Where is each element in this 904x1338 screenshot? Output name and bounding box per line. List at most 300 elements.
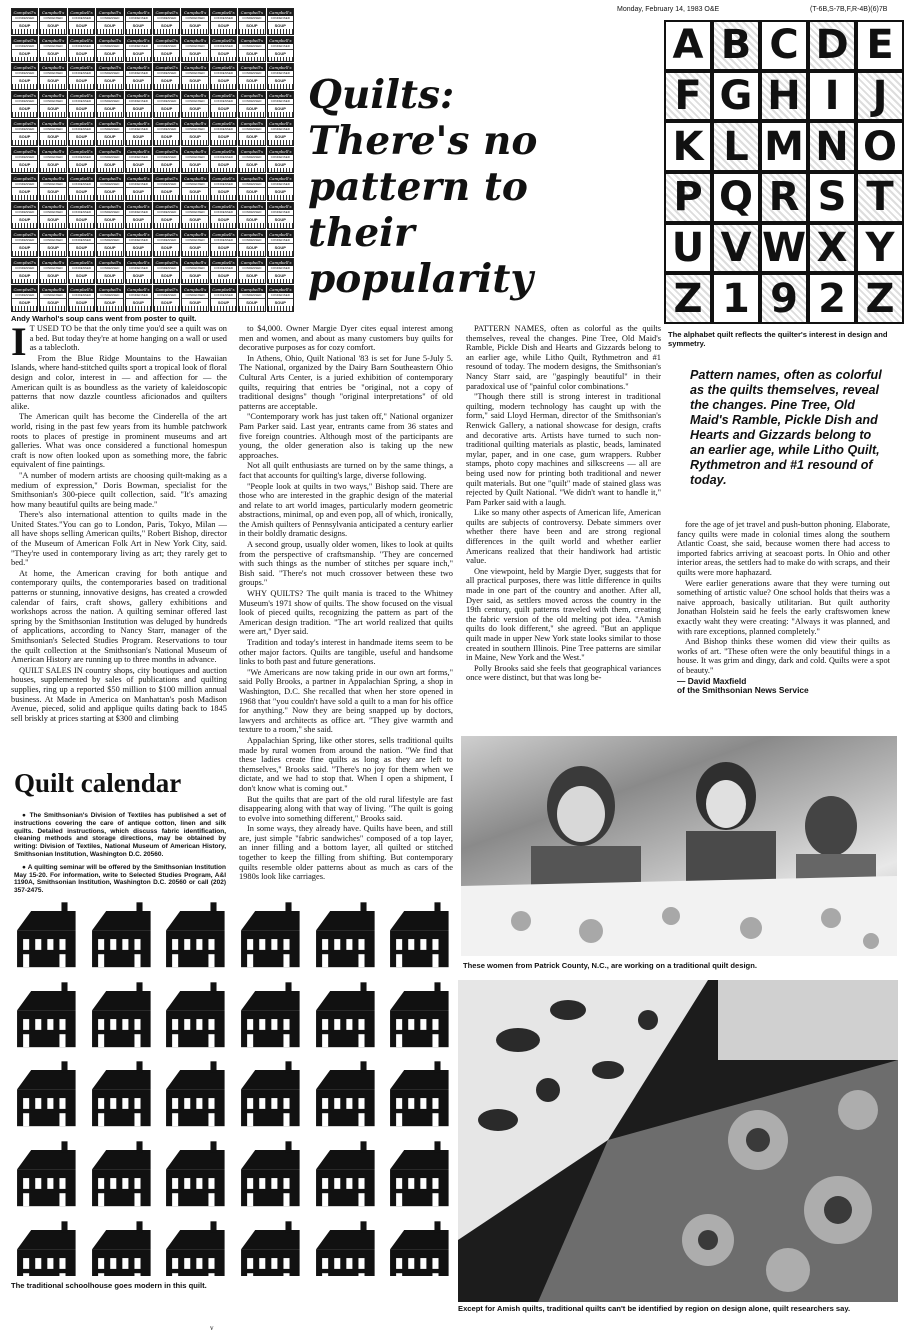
soup-can-label-top: Campbell's: [98, 259, 122, 265]
soup-can: [68, 63, 95, 90]
soup-can-label-mid: CONDENSED: [43, 182, 63, 187]
soup-can-label-flavor: SOUP: [40, 271, 65, 279]
soup-can: [210, 258, 237, 285]
soup-can-label-mid: CONDENSED: [213, 210, 234, 215]
alphabet-letter: N: [808, 121, 856, 172]
soup-can-label-mid: CONDENSED: [71, 210, 92, 215]
soup-can-label-flavor: SOUP: [126, 49, 151, 57]
soup-can-label-mid: CONDENSED: [242, 99, 262, 104]
soup-can-label-flavor: SOUP: [182, 215, 207, 223]
schoolhouse-block: [160, 1057, 231, 1133]
soup-can: [153, 230, 180, 257]
article-paragraph: Appalachian Spring, like other stores, sells traditional quilts made by rural women from around the nation. "We find that these ladies create fine quilts as long as they are left to themselves," Brooks said. "There's no joy for them when we dictate, and we had to stop that. When I open a shipment, I don't know what is coming out.": [239, 735, 453, 793]
applique-photo-shapes: [458, 980, 898, 1302]
soup-can-label-top: Campbell's: [155, 204, 178, 210]
soup-can-label-mid: CONDENSED: [213, 154, 234, 159]
soup-can-label-mid: CONDENSED: [270, 210, 290, 215]
soup-can-label-flavor: SOUP: [239, 298, 264, 306]
soup-can: [267, 91, 294, 118]
calendar-item: ● The Smithsonian's Division of Textiles has published a set of instructions covering the care of antique cotton, linen and silk quilts. Detailed instructions, which discuss fabric identification, cleaning methods and storage directions, may be obtained by writing: Division of Textiles, National Museum of American History, Smithsonian Institution, Washington D.C. 20560.: [14, 812, 226, 858]
soup-can-label-flavor: SOUP: [97, 187, 122, 195]
soup-can: [125, 230, 152, 257]
soup-can: [39, 36, 66, 63]
soup-can-label-top: Campbell's: [13, 93, 36, 99]
soup-can: [11, 285, 38, 312]
soup-can-label-flavor: SOUP: [182, 298, 207, 306]
soup-can-label-flavor: SOUP: [211, 21, 236, 29]
soup-can-label-top: Campbell's: [41, 176, 65, 182]
soup-can: [153, 258, 180, 285]
soup-can-label-flavor: SOUP: [97, 132, 122, 140]
article-paragraph: "Though there still is strong interest in traditional quilting, modern technology has caught up with the form," said Lloyd Herman, director of the Smithsonian's Renwick Gallery, a national showcase for design, crafts and decorative arts. Artists have turned to such non-traditional quilting materials as plastic, beads, laminated mylar, paper, and in one case, gum wrappers. Rubber stamps, photo copy machines and silkscreens — all are being used now for printing both traditional and newer quilt materials. But one "quilt" made of stained glass was rejected by Quilt National. "We didn't want to handle it," Pam Parker said with a laugh.: [466, 392, 661, 507]
soup-can-label-flavor: SOUP: [126, 160, 151, 168]
soup-can-quilt-photo: [11, 8, 294, 312]
dateline: Monday, February 14, 1983 O&E: [617, 6, 720, 13]
soup-can-label-top: Campbell's: [183, 204, 207, 210]
soup-can-label-top: Campbell's: [269, 231, 292, 237]
footer-mark: v: [210, 1324, 214, 1332]
soup-can-label-mid: CONDENSED: [128, 237, 148, 242]
soup-can-label-mid: CONDENSED: [213, 293, 234, 298]
soup-can-label-flavor: SOUP: [12, 104, 37, 112]
soup-can: [68, 119, 95, 146]
article-paragraph: "Contemporary work has just taken off," National organizer Pam Parker said. Last year, entrants came from 36 states and five foreign countries. Although most of the participants are young, the older generation also is taking up the new approaches.: [239, 412, 453, 460]
soup-can-label-top: Campbell's: [127, 37, 150, 43]
article-paragraph: fore the age of jet travel and push-button phoning. Elaborate, fancy quilts were made in colonial times along the southern Atlantic Coast, she said, because women there had access to imported fabrics arriving at seacoast ports. In Ohio and other interior areas, the settlers had to make do with scraps, and their quilts were more haphazard.: [677, 520, 890, 577]
soup-can: [11, 230, 38, 257]
soup-can-label-flavor: SOUP: [182, 132, 207, 140]
soup-can: [153, 285, 180, 312]
soup-can: [68, 174, 95, 201]
soup-can-label-flavor: SOUP: [154, 243, 179, 251]
soup-can-label-top: Campbell's: [41, 120, 65, 126]
soup-can-label-flavor: SOUP: [268, 243, 293, 251]
soup-can: [39, 285, 66, 312]
soup-can-label-flavor: SOUP: [12, 132, 37, 140]
soup-can-label-mid: CONDENSED: [270, 126, 290, 131]
soup-can-label-top: Campbell's: [212, 65, 235, 71]
article-paragraph: In Athens, Ohio, Quilt National '83 is set for June 5-July 5. The National, organized by the Dairy Barn Southeastern Ohio Cultural Arts Center, is a juried exhibition of contemporary quilts, requiring that entries be "original, not a copy of traditional designs" though "original interpretations" of old patterns are acceptable.: [239, 353, 453, 411]
soup-can-label-top: Campbell's: [127, 204, 150, 210]
alphabet-letter: W: [760, 223, 808, 274]
soup-can-label-flavor: SOUP: [69, 215, 94, 223]
alphabet-letter: A: [664, 20, 712, 71]
soup-can-label-flavor: SOUP: [154, 271, 179, 279]
soup-can: [96, 230, 123, 257]
soup-can-label-flavor: SOUP: [97, 298, 122, 306]
article-paragraph: In some ways, they already have. Quilts have been, and still are, just simple "fabric sandwiches" composed of a top layer, an inner filling and a bottom layer, all quilted or stitched together to keep the filling from shifting. But contemporary quilts resemble older patterns about as much as cars of the 1980s look like carriages.: [239, 824, 453, 882]
alphabet-letter: P: [664, 172, 712, 223]
soup-can-label-mid: CONDENSED: [71, 99, 92, 104]
alphabet-letter: 1: [712, 273, 760, 324]
soup-can-label-top: Campbell's: [13, 148, 36, 154]
soup-can-label-top: Campbell's: [155, 176, 178, 182]
article-column-1: [11, 324, 227, 768]
soup-can-label-top: Campbell's: [98, 120, 122, 126]
soup-can: [238, 285, 265, 312]
soup-can-label-mid: CONDENSED: [71, 154, 92, 159]
soup-can-label-mid: CONDENSED: [270, 99, 290, 104]
soup-can-label-mid: CONDENSED: [128, 293, 148, 298]
soup-can-label-top: Campbell's: [70, 287, 93, 293]
soup-can-label-top: Campbell's: [155, 37, 178, 43]
soup-can-label-flavor: SOUP: [239, 104, 264, 112]
alphabet-letter: H: [760, 71, 808, 122]
soup-can: [68, 202, 95, 229]
soup-can-label-top: Campbell's: [212, 120, 235, 126]
soup-can-label-flavor: SOUP: [69, 76, 94, 84]
alphabet-letter: 9: [760, 273, 808, 324]
soup-can-label-top: Campbell's: [269, 148, 292, 154]
alphabet-letter: J: [856, 71, 904, 122]
soup-can-label-top: Campbell's: [98, 287, 122, 293]
soup-can-label-top: Campbell's: [212, 93, 235, 99]
soup-can-label-top: Campbell's: [98, 93, 122, 99]
soup-can-label-top: Campbell's: [13, 259, 36, 265]
soup-can: [210, 285, 237, 312]
article-paragraph: And Bishop thinks these women did view their quilts as works of art. "These often were the only beautiful things in a house. It was grim and dingy, dark and cold. Quilts were a spot of beauty.": [677, 637, 890, 675]
soup-can: [68, 8, 95, 35]
soup-can: [238, 258, 265, 285]
schoolhouse-block: [86, 978, 157, 1054]
soup-can-label-flavor: SOUP: [182, 104, 207, 112]
soup-can-label-flavor: SOUP: [126, 187, 151, 195]
soup-can: [238, 119, 265, 146]
soup-can-label-flavor: SOUP: [40, 49, 65, 57]
soup-can-label-mid: CONDENSED: [100, 182, 120, 187]
soup-can: [238, 63, 265, 90]
soup-can-label-flavor: SOUP: [154, 76, 179, 84]
soup-can-label-mid: CONDENSED: [157, 210, 177, 215]
soup-can-label-mid: CONDENSED: [43, 99, 63, 104]
soup-can: [210, 8, 237, 35]
soup-can-label-flavor: SOUP: [126, 132, 151, 140]
soup-can-label-flavor: SOUP: [69, 160, 94, 168]
soup-can: [181, 36, 208, 63]
calendar-title: Quilt calendar: [14, 768, 182, 798]
soup-can-label-mid: CONDENSED: [43, 210, 63, 215]
soup-can-label-flavor: SOUP: [239, 76, 264, 84]
soup-can-label-flavor: SOUP: [211, 215, 236, 223]
soup-can-label-flavor: SOUP: [154, 298, 179, 306]
soup-can-label-top: Campbell's: [13, 204, 36, 210]
soup-can-label-mid: CONDENSED: [100, 99, 120, 104]
soup-can: [238, 174, 265, 201]
soup-can-label-flavor: SOUP: [12, 298, 37, 306]
soup-can-grid: [11, 8, 294, 312]
schoolhouse-block: [384, 1057, 455, 1133]
soup-can-label-flavor: SOUP: [268, 215, 293, 223]
soup-can-label-mid: CONDENSED: [15, 154, 35, 159]
schoolhouse-block: [310, 1137, 381, 1213]
soup-can-label-mid: CONDENSED: [185, 210, 205, 215]
schoolhouse-block: [160, 1217, 231, 1276]
soup-can-label-mid: CONDENSED: [270, 16, 290, 20]
soup-can: [68, 258, 95, 285]
soup-can-label-flavor: SOUP: [69, 49, 94, 57]
soup-can-label-flavor: SOUP: [268, 271, 293, 279]
soup-can: [210, 174, 237, 201]
alphabet-letter: M: [760, 121, 808, 172]
soup-can-label-top: Campbell's: [269, 65, 292, 71]
soup-can: [210, 230, 237, 257]
soup-can-label-mid: CONDENSED: [213, 182, 234, 187]
soup-can-label-mid: CONDENSED: [71, 43, 92, 48]
soup-can-label-mid: CONDENSED: [43, 154, 63, 159]
headline: Quilts: There's no pattern to their popularity: [308, 72, 538, 302]
soup-can: [181, 63, 208, 90]
schoolhouse-block: [310, 1057, 381, 1133]
soup-can-label-flavor: SOUP: [40, 215, 65, 223]
soup-can-label-flavor: SOUP: [12, 243, 37, 251]
soup-can: [267, 36, 294, 63]
soup-can-label-flavor: SOUP: [239, 271, 264, 279]
soup-can-label-mid: CONDENSED: [100, 71, 120, 76]
soup-can-label-top: Campbell's: [183, 259, 207, 265]
soup-can-label-flavor: SOUP: [40, 298, 65, 306]
soup-can-label-top: Campbell's: [70, 93, 93, 99]
soup-can-label-top: Campbell's: [70, 65, 93, 71]
soup-can-label-top: Campbell's: [183, 37, 207, 43]
soup-can-label-mid: CONDENSED: [100, 237, 120, 242]
alphabet-grid: [664, 20, 904, 324]
soup-can-label-flavor: SOUP: [97, 160, 122, 168]
soup-can-label-flavor: SOUP: [268, 187, 293, 195]
soup-can-label-top: Campbell's: [212, 37, 235, 43]
schoolhouse-block: [11, 898, 82, 974]
soup-can-label-top: Campbell's: [13, 176, 36, 182]
soup-can-label-flavor: SOUP: [182, 187, 207, 195]
soup-can-label-flavor: SOUP: [211, 298, 236, 306]
soup-can-label-top: Campbell's: [269, 204, 292, 210]
soup-can-label-top: Campbell's: [183, 93, 207, 99]
alphabet-letter: Y: [856, 223, 904, 274]
soup-can: [153, 91, 180, 118]
soup-can-label-flavor: SOUP: [154, 215, 179, 223]
soup-can-label-mid: CONDENSED: [213, 43, 234, 48]
soup-can-label-mid: CONDENSED: [270, 265, 290, 270]
soup-can-label-flavor: SOUP: [154, 49, 179, 57]
article-column-2: [239, 324, 453, 900]
soup-can-label-top: Campbell's: [70, 10, 93, 15]
soup-can: [181, 202, 208, 229]
soup-can-label-mid: CONDENSED: [213, 237, 234, 242]
soup-can: [181, 230, 208, 257]
soup-can: [153, 174, 180, 201]
soup-can: [11, 63, 38, 90]
soup-can-label-top: Campbell's: [183, 120, 207, 126]
soup-can: [39, 230, 66, 257]
schoolhouse-block: [310, 898, 381, 974]
soup-can-label-top: Campbell's: [269, 93, 292, 99]
soup-can-label-mid: CONDENSED: [71, 182, 92, 187]
soup-can-label-mid: CONDENSED: [128, 265, 148, 270]
soup-can-label-mid: CONDENSED: [157, 182, 177, 187]
soup-can-label-top: Campbell's: [127, 231, 150, 237]
alphabet-letter: V: [712, 223, 760, 274]
soup-can: [238, 91, 265, 118]
soup-can: [125, 258, 152, 285]
soup-can-label-flavor: SOUP: [182, 243, 207, 251]
soup-can-label-flavor: SOUP: [182, 76, 207, 84]
soup-can-label-flavor: SOUP: [69, 271, 94, 279]
soup-can-label-flavor: SOUP: [154, 21, 179, 29]
soup-can: [238, 202, 265, 229]
schoolhouse-block: [384, 1137, 455, 1213]
soup-can-label-mid: CONDENSED: [128, 210, 148, 215]
soup-can-label-mid: CONDENSED: [242, 210, 262, 215]
schoolhouse-block: [310, 1217, 381, 1276]
schoolhouse-block: [235, 978, 306, 1054]
soup-can-label-flavor: SOUP: [12, 215, 37, 223]
soup-can-label-flavor: SOUP: [97, 21, 122, 29]
schoolhouse-block: [11, 1057, 82, 1133]
soup-can-label-top: Campbell's: [183, 231, 207, 237]
schoolhouse-block: [384, 978, 455, 1054]
soup-can-label-mid: CONDENSED: [242, 16, 262, 20]
soup-can-label-top: Campbell's: [13, 120, 36, 126]
schoolhouse-block: [235, 898, 306, 974]
soup-can-label-mid: CONDENSED: [43, 16, 63, 20]
soup-can-label-top: Campbell's: [269, 120, 292, 126]
soup-can-label-flavor: SOUP: [12, 187, 37, 195]
soup-can-label-mid: CONDENSED: [43, 43, 63, 48]
soup-can-label-top: Campbell's: [240, 231, 264, 237]
soup-can: [39, 91, 66, 118]
soup-can-label-mid: CONDENSED: [242, 265, 262, 270]
soup-can: [39, 258, 66, 285]
soup-can-label-mid: CONDENSED: [71, 293, 92, 298]
soup-can-label-flavor: SOUP: [97, 104, 122, 112]
soup-can-label-top: Campbell's: [70, 231, 93, 237]
soup-can-label-mid: CONDENSED: [270, 154, 290, 159]
soup-can-label-flavor: SOUP: [126, 21, 151, 29]
soup-can-label-mid: CONDENSED: [213, 265, 234, 270]
schoolhouse-block: [86, 898, 157, 974]
soup-can-label-flavor: SOUP: [40, 21, 65, 29]
soup-can-label-top: Campbell's: [240, 259, 264, 265]
soup-can-label-mid: CONDENSED: [15, 16, 35, 20]
soup-can-label-mid: CONDENSED: [100, 43, 120, 48]
calendar-list: [14, 812, 226, 895]
soup-can-label-mid: CONDENSED: [43, 265, 63, 270]
soup-can-label-flavor: SOUP: [154, 187, 179, 195]
soup-can-label-top: Campbell's: [70, 37, 93, 43]
soup-can-label-top: Campbell's: [155, 259, 178, 265]
schoolhouse-block: [160, 1137, 231, 1213]
soup-can-label-mid: CONDENSED: [185, 293, 205, 298]
soup-can-label-top: Campbell's: [240, 148, 264, 154]
soup-can-label-flavor: SOUP: [154, 104, 179, 112]
soup-can: [11, 202, 38, 229]
soup-can-label-mid: CONDENSED: [128, 43, 148, 48]
alphabet-letter: F: [664, 71, 712, 122]
soup-can: [267, 285, 294, 312]
soup-can-label-top: Campbell's: [98, 37, 122, 43]
soup-can-label-flavor: SOUP: [211, 49, 236, 57]
soup-can-label-flavor: SOUP: [211, 104, 236, 112]
page-code: (T-6B,S-7B,F,R-4B)(6)7B: [810, 6, 888, 13]
soup-can-label-mid: CONDENSED: [15, 43, 35, 48]
soup-can-label-mid: CONDENSED: [128, 182, 148, 187]
soup-can-label-flavor: SOUP: [97, 49, 122, 57]
soup-can-label-mid: CONDENSED: [185, 265, 205, 270]
soup-can: [39, 174, 66, 201]
soup-can: [96, 174, 123, 201]
soup-can: [210, 91, 237, 118]
soup-can: [125, 174, 152, 201]
soup-can: [238, 36, 265, 63]
soup-can-label-top: Campbell's: [70, 120, 93, 126]
soup-can: [238, 8, 265, 35]
soup-can-label-mid: CONDENSED: [128, 71, 148, 76]
soup-can: [11, 258, 38, 285]
soup-can-label-top: Campbell's: [41, 10, 65, 15]
applique-quilt-photo: [458, 980, 898, 1302]
soup-can-label-top: Campbell's: [13, 37, 36, 43]
soup-caption: Andy Warhol's soup cans went from poster to quilt.: [11, 314, 197, 323]
article-paragraph: WHY QUILTS? The quilt mania is traced to the Whitney Museum's 1971 show of quilts. The show focused on the visual look of pieced quilts, recognizing the pattern as part of the American design tradition. "The art world realized that quilts were art," Dyer said.: [239, 589, 453, 637]
alphabet-letter: T: [856, 172, 904, 223]
soup-can-label-top: Campbell's: [269, 10, 292, 15]
soup-can-label-mid: CONDENSED: [100, 210, 120, 215]
article-paragraph: A second group, usually older women, likes to look at quilts from the perspective of craftsmanship. "They are concerned with such things as the number of stitches per square inch," Bish said. "There's not much crossover between these two groups.": [239, 540, 453, 588]
soup-can: [11, 8, 38, 35]
soup-can: [210, 36, 237, 63]
soup-can-label-top: Campbell's: [183, 148, 207, 154]
schoolhouse-block: [235, 1217, 306, 1276]
soup-can-label-top: Campbell's: [240, 120, 264, 126]
soup-can-label-top: Campbell's: [212, 287, 235, 293]
soup-can-label-mid: CONDENSED: [100, 154, 120, 159]
soup-can-label-top: Campbell's: [70, 148, 93, 154]
soup-can: [267, 230, 294, 257]
soup-can: [267, 174, 294, 201]
soup-can: [125, 8, 152, 35]
soup-can-label-top: Campbell's: [269, 259, 292, 265]
soup-can-label-mid: CONDENSED: [71, 126, 92, 131]
soup-can-label-top: Campbell's: [269, 176, 292, 182]
soup-can: [238, 147, 265, 174]
soup-can: [11, 147, 38, 174]
schoolhouse-block: [235, 1137, 306, 1213]
article-column-3: [466, 324, 661, 732]
soup-can-label-top: Campbell's: [41, 93, 65, 99]
soup-can: [96, 202, 123, 229]
soup-can-label-mid: CONDENSED: [157, 43, 177, 48]
article-paragraph: "People look at quilts in two ways," Bishop said. There are those who are interested in the graphic design of the material and relate to art world images, particularly modern geometric abstractions, minimal, op and even pop, all of which, ironically, the Amish quilters of Pennsylvania anticipated a century earlier in their boldly dramatic designs.: [239, 481, 453, 539]
soup-can-label-mid: CONDENSED: [213, 16, 234, 20]
article-paragraph: QUILT SALES IN country shops, city boutiques and auction houses, supplemented by sales of publications and quilting supplies, ring up a reported $50 million to $100 million annual business. At Made in America on Manhattan's posh Madison Avenue, pieced, solid and applique quilts dating back to 1845 sell briskly at prices starting at $300 and climbing: [11, 665, 227, 723]
soup-can: [125, 147, 152, 174]
soup-can-label-flavor: SOUP: [211, 76, 236, 84]
soup-can: [238, 230, 265, 257]
soup-can: [125, 36, 152, 63]
soup-can-label-top: Campbell's: [127, 176, 150, 182]
soup-can-label-top: Campbell's: [183, 287, 207, 293]
soup-can-label-flavor: SOUP: [239, 49, 264, 57]
soup-can: [153, 36, 180, 63]
soup-can: [181, 8, 208, 35]
soup-can-label-mid: CONDENSED: [157, 237, 177, 242]
soup-can-label-top: Campbell's: [13, 65, 36, 71]
alphabet-letter: 2: [808, 273, 856, 324]
soup-can-label-flavor: SOUP: [97, 243, 122, 251]
soup-can-label-top: Campbell's: [183, 10, 207, 15]
soup-can-label-top: Campbell's: [240, 10, 264, 15]
soup-can-label-mid: CONDENSED: [100, 126, 120, 131]
soup-can-label-mid: CONDENSED: [43, 237, 63, 242]
